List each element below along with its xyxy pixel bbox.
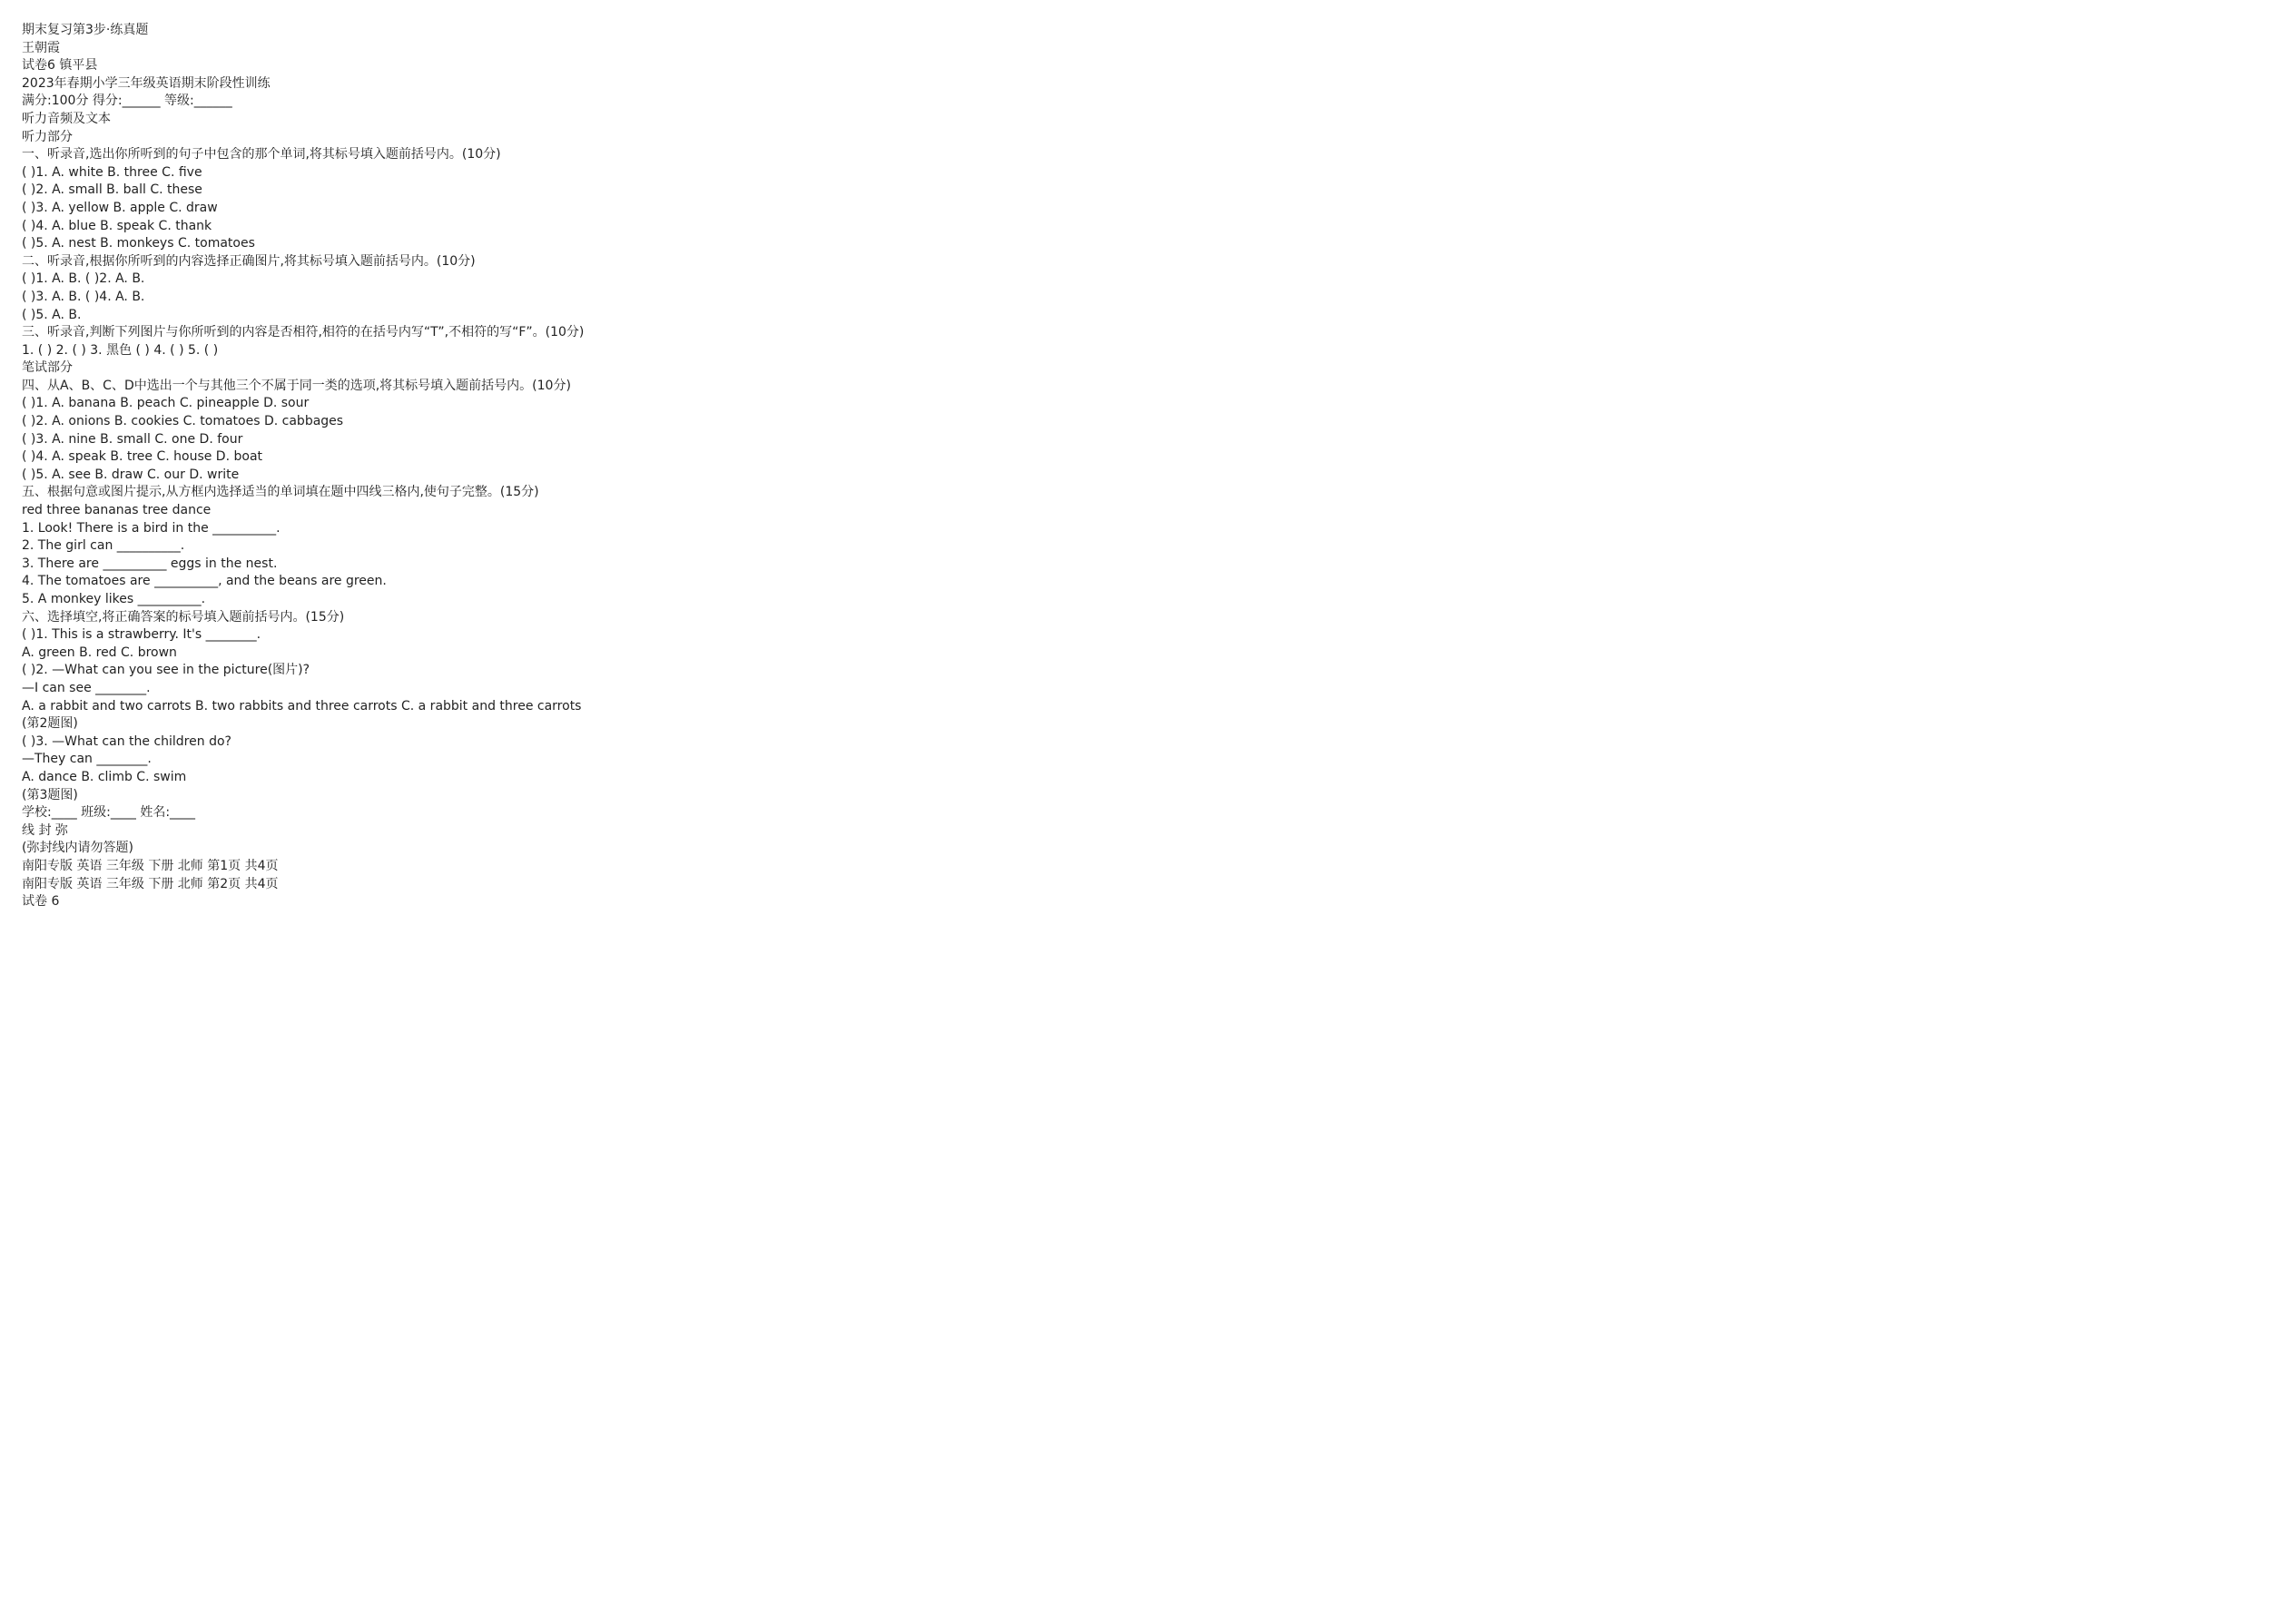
page-text: 期末复习第3步·练真题 王朝霞 试卷6 镇平县 2023年春期小学三年级英语期末阶段性训练 满分:100分 得分:______ 等级:______ 听力音频及文本 听力部分 一、听录音,选出你所听到的句子中包含的那个单词,将其标号填入题前括号内。(10分) ( )1. A. white B. three C. five ( )2. A. small B. ball C. these ( )3. A. yellow B. apple C. draw ( )4. A. blue B. speak C. thank ( )5. A. nest B. monkeys C. tomatoes 二、听录音,根据你所听到的内容选择正确图片,将其标号填入题前括号内。(10分) ( )1. A. B. ( )2. A. B. ( )3. A. B. ( )4. A. B. ( )5. A. B. 三、听录音,判断下列图片与你所听到的内容是否相符,相符的在括号内写“T”,不相符的写“F”。(10分) 1. ( ) 2. ( ) 3. 黑色 ( ) 4. ( ) 5. ( ) 笔试部分 四、从A、B、C、D中选出一个与其他三个不属于同一类的选项,将其标号填入题前括号内。(10分) ( )1. A. banana B. peach C. pineapple D. sour ( )2. A. onions B. cookies C. tomatoes D. cabbages ( )3. A. nine B. small C. one D. four ( )4. A. speak B. tree C. house D. boat ( )5. A. see B. draw C. our D. write 五、根据句意或图片提示,从方框内选择适当的单词填在题中四线三格内,使句子完整。(15分) red three bananas tree dance 1. Look! There is a bird in the __________. 2. The girl can __________. 3. There are __________ eggs in the nest. 4. The tomatoes are __________, and the beans are green. 5. A monkey likes __________. 六、选择填空,将正确答案的标号填入题前括号内。(15分) ( )1. This is a strawberry. It's ________. A. green B. red C. brown ( )2. —What can you see in the picture(图片)? —I can see ________. A. a rabbit and two carrots B. two rabbits and three carrots C. a rabbit and three carrots (第2题图) ( )3. —What can the children do? —They can ________. A. dance B. climb C. swim (第3题图) 学校:____ 班级:____ 姓名:____ 线 封 弥 (弥封线内请勿答题) 南阳专版 英语 三年级 下册 北师 第1页 共4页 南阳专版 英语 三年级 下册 北师 第2页 共4页 试卷 6: [22, 23, 585, 910]
